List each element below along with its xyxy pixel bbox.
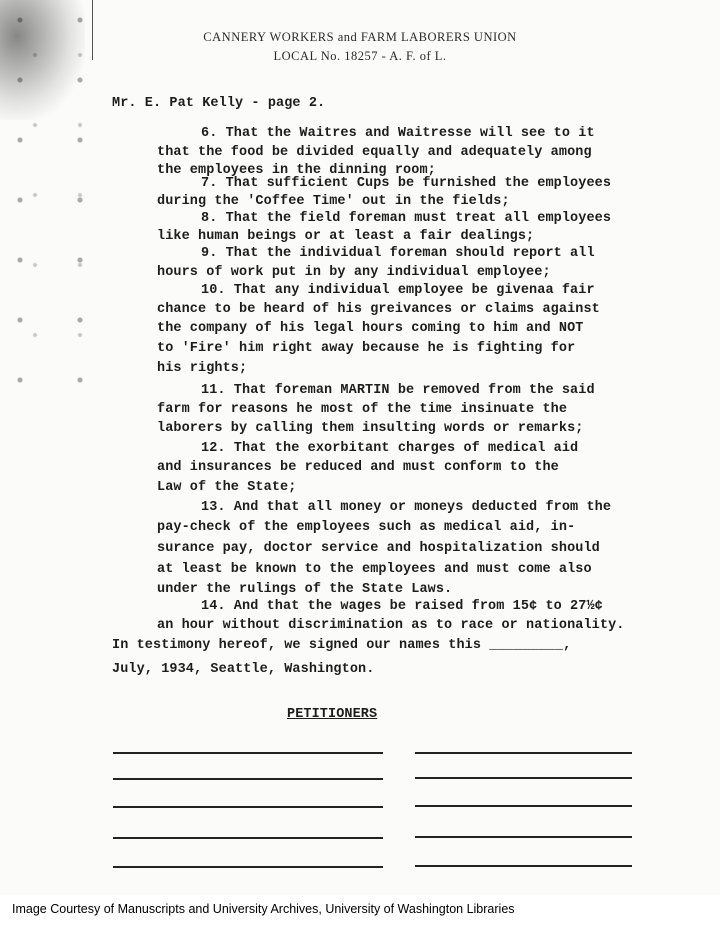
body-line: laborers by calling them insulting words or remarks;: [157, 421, 584, 436]
body-line: 12. That the exorbitant charges of medical aid: [201, 441, 579, 456]
body-line: to 'Fire' him right away because he is fighting for: [157, 341, 576, 356]
body-line: 7. That sufficient Cups be furnished the employees: [201, 176, 612, 191]
body-line: 14. And that the wages be raised from 15¢ to 27½¢: [201, 599, 603, 614]
body-line: under the rulings of the State Laws.: [157, 582, 453, 597]
body-line: 11. That foreman MARTIN be removed from the said: [201, 383, 595, 398]
scan-noise: [0, 0, 110, 400]
signature-line: [415, 752, 632, 754]
body-line: farm for reasons he most of the time insinuate the: [157, 402, 568, 417]
body-line: 13. And that all money or moneys deducted from the: [201, 500, 612, 515]
signature-line: [113, 806, 383, 808]
signature-line: [415, 777, 632, 779]
petitioners-heading: PETITIONERS: [287, 707, 378, 722]
body-line: Law of the State;: [157, 480, 297, 495]
body-line: the employees in the dinning room;: [157, 163, 436, 178]
signature-line: [415, 836, 632, 838]
body-line: at least be known to the employees and must come also: [157, 562, 592, 577]
body-line: surance pay, doctor service and hospitalization should: [157, 541, 600, 556]
body-line: like human beings or at least a fair dealings;: [157, 229, 535, 244]
body-line: pay-check of the employees such as medical aid, in-: [157, 520, 576, 535]
body-line: his rights;: [157, 361, 248, 376]
body-line: In testimony hereof, we signed our names this _________,: [112, 638, 572, 653]
body-line: the company of his legal hours coming to him and NOT: [157, 321, 584, 336]
body-line: July, 1934, Seattle, Washington.: [112, 662, 375, 677]
body-line: during the 'Coffee Time' out in the fields;: [157, 194, 510, 209]
body-line: 10. That any individual employee be givenaa fair: [201, 283, 595, 298]
letterhead-union-name: CANNERY WORKERS and FARM LABORERS UNION: [203, 30, 517, 44]
body-line: 9. That the individual foreman should report all: [201, 246, 595, 261]
body-line: chance to be heard of his greivances or claims against: [157, 302, 600, 317]
scan-edge-mark: [92, 0, 93, 60]
body-line: that the food be divided equally and adequately among: [157, 145, 592, 160]
body-line: 8. That the field foreman must treat all employees: [201, 211, 612, 226]
body-line: and insurances be reduced and must conform to the: [157, 460, 559, 475]
signature-line: [113, 778, 383, 780]
body-line: an hour without discrimination as to race or nationality.: [157, 618, 625, 633]
body-line: hours of work put in by any individual employee;: [157, 265, 551, 280]
signature-line: [415, 865, 632, 867]
signature-line: [113, 866, 383, 868]
signature-line: [113, 837, 383, 839]
letterhead-local-number: LOCAL No. 18257 - A. F. of L.: [273, 49, 447, 63]
signature-line: [113, 752, 383, 754]
body-line: 6. That the Waitres and Waitresse will see to it: [201, 126, 595, 141]
image-credit-caption: Image Courtesy of Manuscripts and University Archives, University of Washington Libraries: [12, 902, 515, 916]
signature-line: [415, 805, 632, 807]
salutation: Mr. E. Pat Kelly - page 2.: [112, 96, 326, 111]
